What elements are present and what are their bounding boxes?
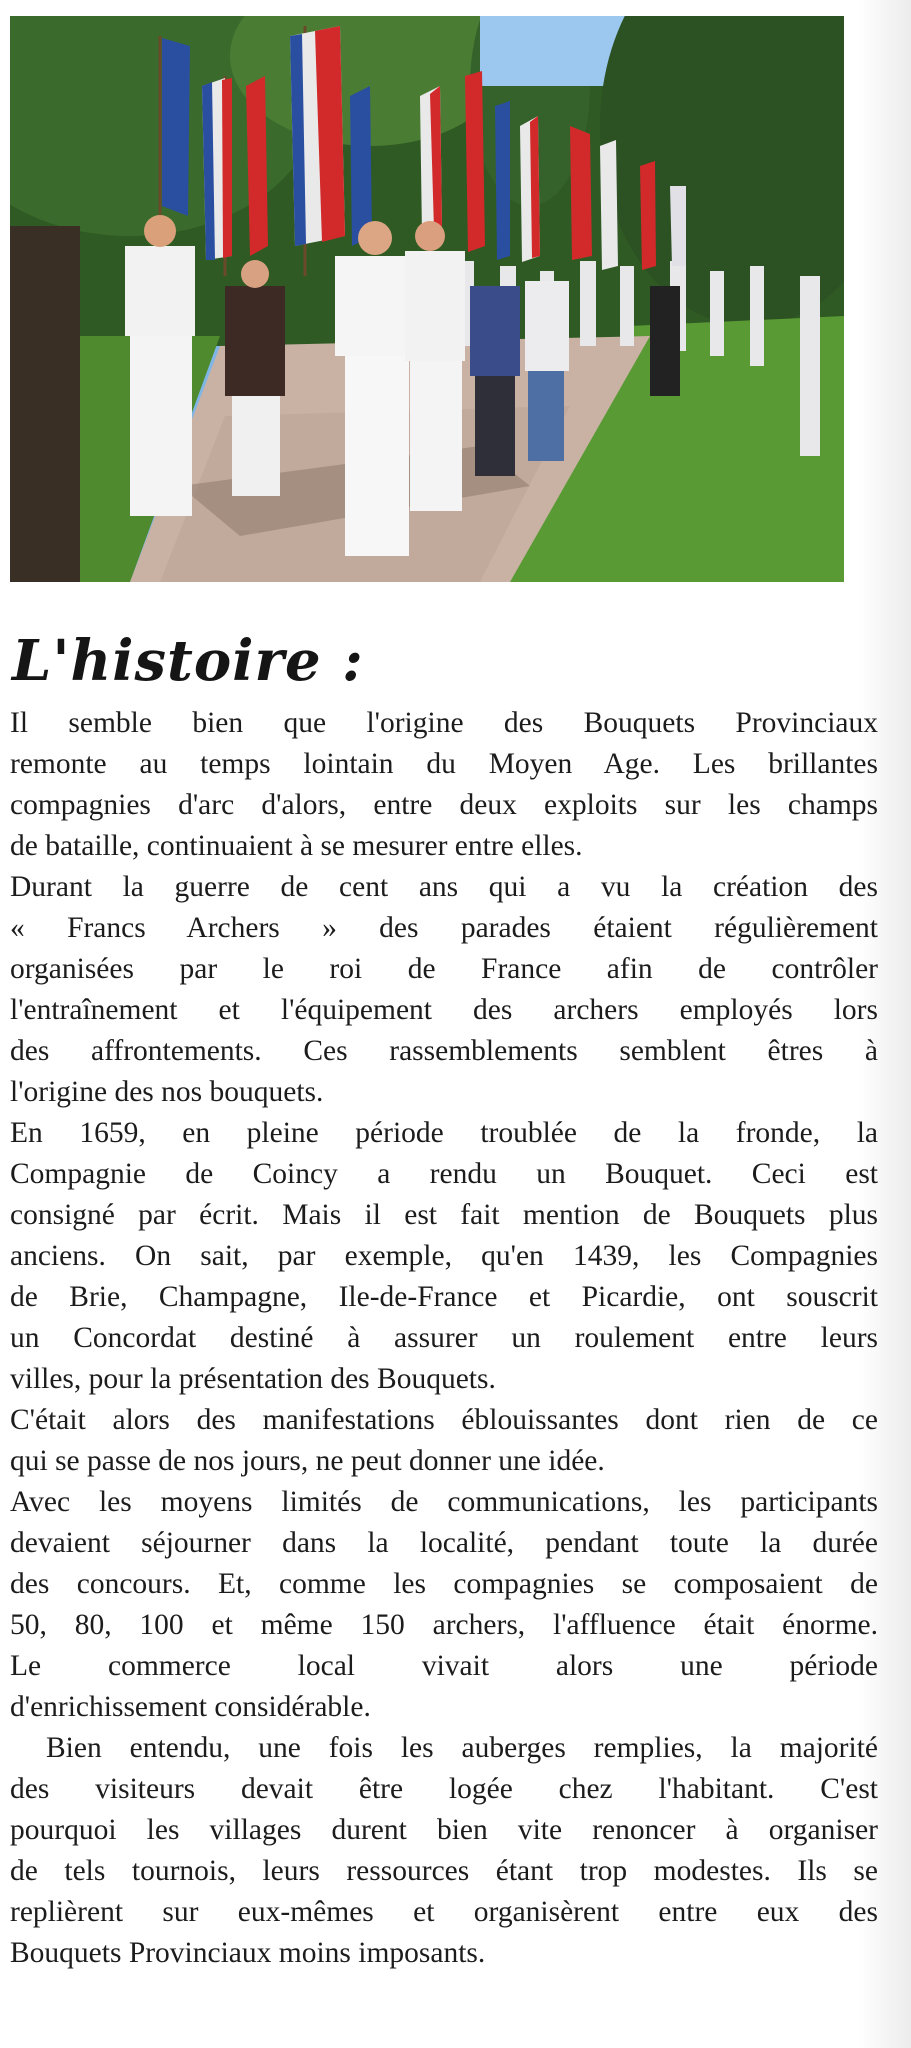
paragraph-5-line: des concours. Et, comme les compagnies se composaient de xyxy=(10,1568,878,1600)
paragraph-1-line: compagnies d'arc d'alors, entre deux exploits sur les champs xyxy=(10,789,878,821)
paragraph-6-line: pourquoi les villages durent bien vite renoncer à organiser xyxy=(10,1814,878,1846)
paragraph-3-line: En 1659, en pleine période troublée de la fronde, la xyxy=(10,1117,878,1149)
paragraph-3-line: consigné par écrit. Mais il est fait mention de Bouquets plus xyxy=(10,1199,878,1231)
paragraph-5-line: d'enrichissement considérable. xyxy=(10,1691,371,1723)
article-body xyxy=(10,703,878,1974)
paragraph-1-line: Il semble bien que l'origine des Bouquets Provinciaux xyxy=(10,707,878,739)
paragraph-6-line: Bien entendu, une fois les auberges remplies, la majorité xyxy=(46,1732,878,1764)
paragraph-5-line: 50, 80, 100 et même 150 archers, l'affluence était énorme. xyxy=(10,1609,878,1641)
paragraph-2-line: organisées par le roi de France afin de contrôler xyxy=(10,953,878,985)
paragraph-4-line: C'était alors des manifestations éblouissantes dont rien de ce xyxy=(10,1404,878,1436)
paragraph-3-line: Compagnie de Coincy a rendu un Bouquet. Ceci est xyxy=(10,1158,878,1190)
paragraph-3-line: anciens. On sait, par exemple, qu'en 1439, les Compagnies xyxy=(10,1240,878,1272)
paragraph-4-line: qui se passe de nos jours, ne peut donner une idée. xyxy=(10,1445,605,1477)
paragraph-6-line: des visiteurs devait être logée chez l'habitant. C'est xyxy=(10,1773,878,1805)
paragraph-2-line: l'origine des nos bouquets. xyxy=(10,1076,324,1108)
paragraph-5-line: Avec les moyens limités de communications, les participants xyxy=(10,1486,878,1518)
paragraph-2-line: « Francs Archers » des parades étaient régulièrement xyxy=(10,912,878,944)
paragraph-3-line: de Brie, Champagne, Ile-de-France et Picardie, ont souscrit xyxy=(10,1281,878,1313)
paragraph-1-line: de bataille, continuaient à se mesurer entre elles. xyxy=(10,830,583,862)
paragraph-2-line: Durant la guerre de cent ans qui a vu la création des xyxy=(10,871,878,903)
paragraph-3-line: villes, pour la présentation des Bouquets. xyxy=(10,1363,496,1395)
paragraph-6-line: replièrent sur eux-mêmes et organisèrent entre eux des xyxy=(10,1896,878,1928)
paragraph-5-line: devaient séjourner dans la localité, pendant toute la durée xyxy=(10,1527,878,1559)
paragraph-3-line: un Concordat destiné à assurer un roulement entre leurs xyxy=(10,1322,878,1354)
paragraph-6-line: de tels tournois, leurs ressources étant trop modestes. Ils se xyxy=(10,1855,878,1887)
paragraph-1-line: remonte au temps lointain du Moyen Age. Les brillantes xyxy=(10,748,878,780)
section-heading: L'histoire : xyxy=(12,628,364,694)
paragraph-6-line: Bouquets Provinciaux moins imposants. xyxy=(10,1937,486,1969)
procession-photo xyxy=(10,16,844,582)
paragraph-2-line: l'entraînement et l'équipement des archers employés lors xyxy=(10,994,878,1026)
paragraph-2-line: des affrontements. Ces rassemblements semblent êtres à xyxy=(10,1035,878,1067)
paragraph-5-line: Le commerce local vivait alors une période xyxy=(10,1650,878,1682)
